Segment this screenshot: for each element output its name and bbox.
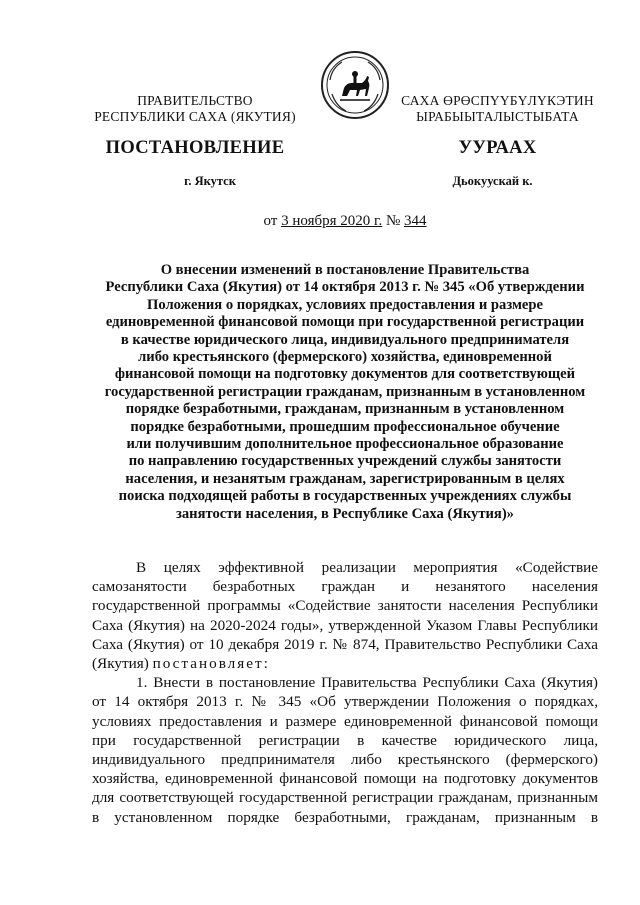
document-title-ru: ПОСТАНОВЛЕНИЕ	[105, 138, 285, 158]
subject-line: О внесении изменений в постановление Правительства	[160, 262, 530, 278]
subject-line: или получившим дополнительное профессиональное образование	[126, 436, 564, 453]
subject-line: порядке безработными, гражданам, признанным в установленном	[125, 401, 565, 418]
subject-line: финансовой помощи на подготовку документов для соответствующей	[114, 366, 576, 383]
city-sah: Дьокуускай к.	[452, 174, 533, 188]
subject-line: населения, и незанятым гражданам, зарегистрированным в целях	[125, 470, 565, 487]
date-line	[150, 213, 540, 230]
header-left-government	[80, 93, 310, 125]
subject-line: Республики Саха (Якутия) от 14 октября 2013 г. № 345 «Об утверждении	[105, 279, 585, 296]
subject-line: либо крестьянского (фермерского) хозяйства, единовременной	[138, 349, 552, 366]
header-left-line2: РЕСПУБЛИКИ САХА (ЯКУТИЯ)	[94, 109, 296, 124]
city-ru: г. Якутск	[184, 174, 236, 188]
coat-of-arms-icon	[320, 50, 390, 120]
header-right-line1: САХА ӨРӨСПҮҮБҮЛҮКЭТИН	[401, 93, 594, 108]
preamble-text: В целях эффективной реализации мероприятия «Содействие самозанятости безработных граждан и незанятого населения государственной программы «Содействие занятости населения Республики Саха (Якутия) на 2020-2024 годы», утвержденной Указом Главы Республики Саха (Якутия) от 10 декабря 2019 г. № 874, Правительство Республики Саха (Якутия)	[92, 559, 598, 673]
date-number-sign: №	[382, 213, 405, 229]
document-title-sah: УУРААХ	[458, 138, 537, 158]
document-subject	[70, 262, 620, 523]
document-body	[92, 558, 598, 827]
subject-line: единовременной финансовой помощи при государственной регистрации	[105, 314, 585, 331]
preamble-resolves: постановляет:	[152, 655, 270, 673]
subject-line: поиска подходящей работы в государственных учреждениях службы	[118, 488, 572, 505]
body-paragraph-item-1: 1. Внести в постановление Правительства Республики Саха (Якутия) от 14 октября 2013 г. № 345 «Об утверждении Положения о порядках, условиях предоставления и размере единовременной финансовой помощи при государственной регистрации в качестве юридического лица, индивидуального предпринимателя либо крестьянского (фермерского) хозяйства, единовременной финансовой помощи на подготовку документов для соответствующей государственной регистрации гражданам, признанным в установленном порядке безработными, гражданам, признанным в	[92, 674, 598, 826]
subject-line: занятости населения, в Республике Саха (Якутия)»	[176, 505, 514, 522]
document-number: 344	[404, 213, 427, 229]
header-right-government	[385, 93, 610, 125]
document-date: 3 ноября 2020 г.	[281, 213, 383, 229]
date-prefix: от	[263, 213, 282, 229]
body-paragraph-preamble	[92, 558, 598, 673]
subject-line: Положения о порядках, условиях предоставления и размере	[147, 296, 543, 313]
subject-line: в качестве юридического лица, индивидуального предпринимателя	[120, 331, 570, 348]
subject-line: государственной регистрации гражданам, признанным в установленном	[104, 383, 586, 400]
header-right-line2: ЫРАБЫЫТАЛЫСТЫБАТА	[416, 109, 579, 124]
subject-line: по направлению государственных учреждений службы занятости	[128, 453, 562, 470]
header-left-line1: ПРАВИТЕЛЬСТВО	[137, 93, 253, 108]
subject-line: порядке безработными, прошедшим профессиональное обучение	[130, 418, 560, 435]
